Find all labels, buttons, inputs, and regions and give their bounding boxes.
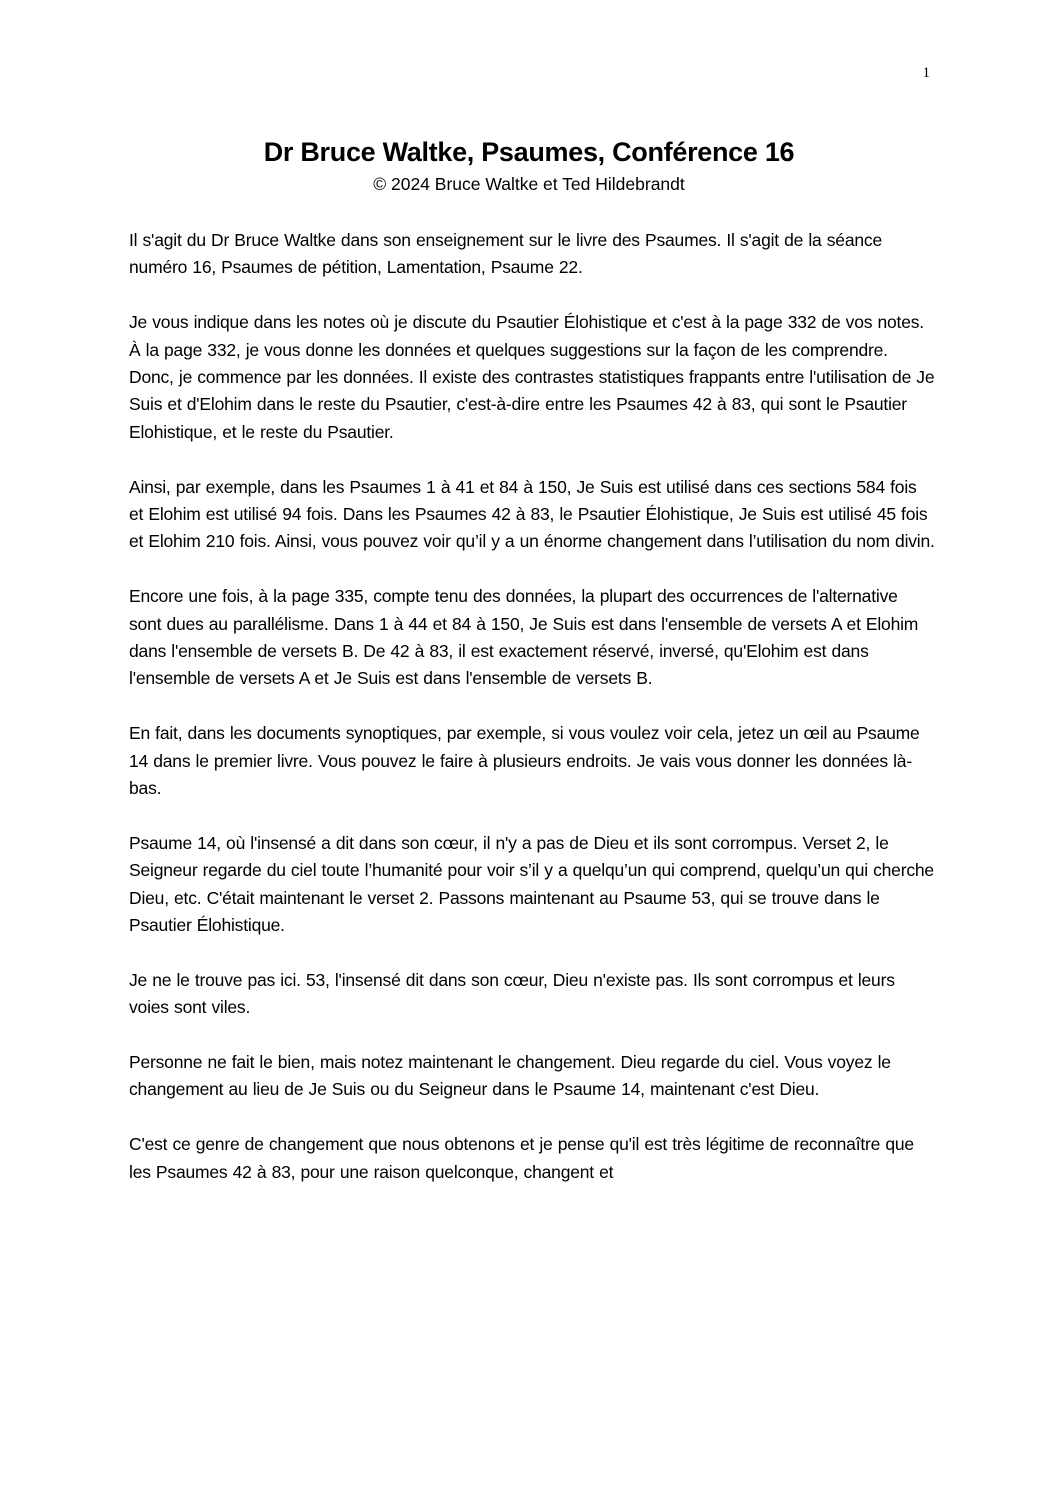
paragraph: C'est ce genre de changement que nous obtenons et je pense qu'il est très légitime de reconnaître que les Psaumes 42 à 83, pour une raison quelconque, changent et [129, 1134, 914, 1182]
paragraph: Psaume 14, où l'insensé a dit dans son cœur, il n'y a pas de Dieu et ils sont corrompus. Verset 2, le Seigneur regarde du ciel toute l’humanité pour voir s’il y a quelqu’un qui comprend, quelqu’un qui cherche Dieu, etc. C'était maintenant le verset 2. Passons maintenant au Psaume 53, qui se trouve dans le Psautier Élohistique. [129, 832, 934, 936]
paragraph: Encore une fois, à la page 335, compte tenu des données, la plupart des occurrences de l'alternative sont dues au parallélisme. Dans 1 à 44 et 84 à 150, Je Suis est dans l'ensemble de versets A et Elohim dans l'ensemble de versets B. De 42 à 83, il est exactement réservé, inversé, qu'Elohim est dans l'ensemble de versets A et Je Suis est dans l'ensemble de versets B. [129, 586, 919, 689]
paragraph: Je ne le trouve pas ici. 53, l'insensé dit dans son cœur, Dieu n'existe pas. Ils sont corrompus et leurs voies sont viles. [129, 969, 895, 1018]
paragraph: Il s'agit du Dr Bruce Waltke dans son enseignement sur le livre des Psaumes. Il s'agit de la séance numéro 16, Psaumes de pétition, Lamentation, Psaume 22. [129, 230, 882, 278]
paragraph: Je vous indique dans les notes où je discute du Psautier Élohistique et c'est à la page 332 de vos notes. À la page 332, je vous donne les données et quelques suggestions sur la façon de les comprendre. Donc, je commence par les données. Il existe des contrastes statistiques frappants entre l'utilisation de Je Suis et d'Elohim dans le reste du Psautier, c'est-à-dire entre les Psaumes 42 à 83, qui sont le Psautier Elohistique, et le reste du Psautier. [129, 312, 935, 442]
paragraph: En fait, dans les documents synoptiques, par exemple, si vous voulez voir cela, jetez un œil au Psaume 14 dans le premier livre. Vous pouvez le faire à plusieurs endroits. Je vais vous donner les données là-bas. [129, 723, 920, 799]
document-body [129, 227, 935, 1213]
paragraph: Personne ne fait le bien, mais notez maintenant le changement. Dieu regarde du ciel. Vous voyez le changement au lieu de Je Suis ou du Seigneur dans le Psaume 14, maintenant c'est Dieu. [129, 1052, 891, 1100]
page-number: 1 [922, 65, 930, 81]
copyright-line: © 2024 Bruce Waltke et Ted Hildebrandt [373, 174, 685, 194]
paragraph: Ainsi, par exemple, dans les Psaumes 1 à 41 et 84 à 150, Je Suis est utilisé dans ces sections 584 fois et Elohim est utilisé 94 fois. Dans les Psaumes 42 à 83, le Psautier Élohistique, Je Suis est utilisé 45 fois et Elohim 210 fois. Ainsi, vous pouvez voir qu’il y a un énorme changement dans l’utilisation du nom divin. [129, 476, 935, 552]
document-title: Dr Bruce Waltke, Psaumes, Conférence 16 [263, 137, 795, 167]
